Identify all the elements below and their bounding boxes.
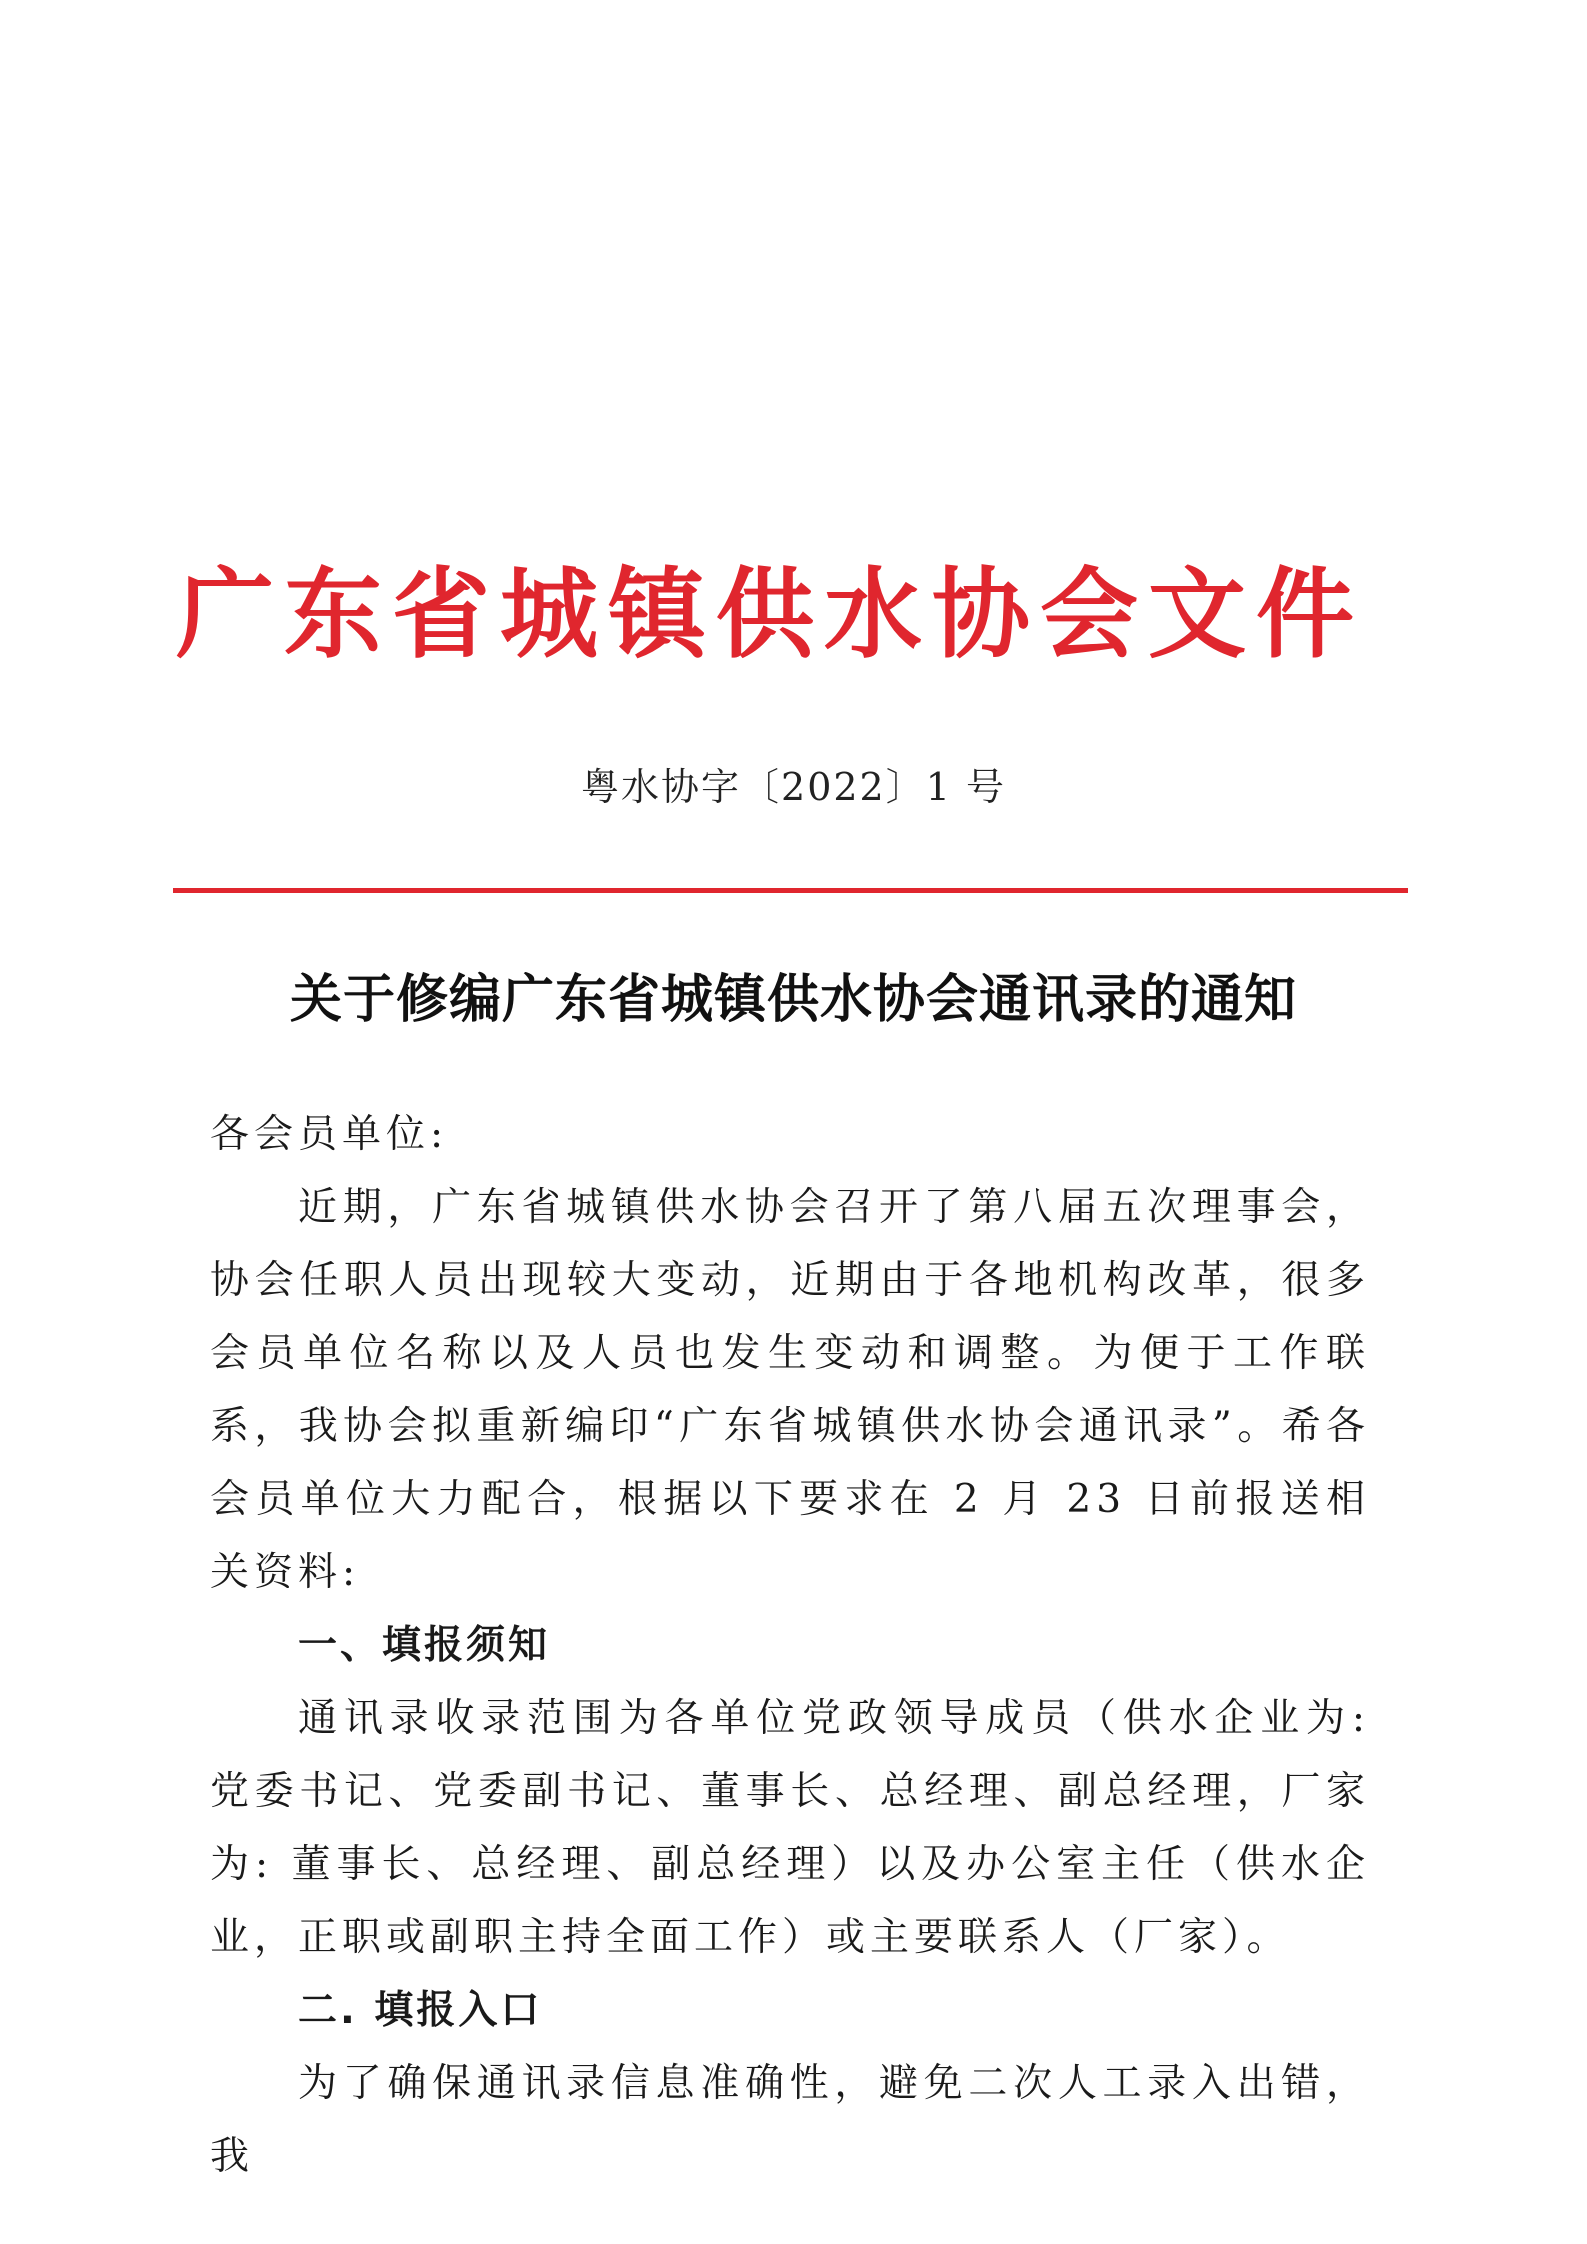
- section-paragraph-filling-notes: 通讯录收录范围为各单位党政领导成员（供水企业为: 党委书记、党委副书记、董事长、总经理、副总经理，厂家为: 董事长、总经理、副总经理）以及办公室主任（供水企业，正职或副职主持全面工作）或主要联系人（厂家）。: [210, 1696, 1370, 1960]
- section-paragraph-entry-point: 为了确保通讯录信息准确性，避免二次人工录入出错，我: [210, 2061, 1370, 2179]
- salutation: 各会员单位:: [210, 1112, 449, 1157]
- notice-title: 关于修编广东省城镇供水协会通讯录的通知: [289, 969, 1297, 1030]
- issuer-masthead: 广东省城镇供水协会文件: [175, 557, 1364, 672]
- document-number: 粤水协字〔2022〕1 号: [581, 765, 1006, 809]
- section-heading-entry-point: 二. 填报入口: [298, 1988, 543, 2033]
- red-divider-line: [173, 888, 1408, 893]
- section-heading-filling-notes: 一、填报须知: [298, 1623, 551, 1668]
- intro-paragraph: 近期，广东省城镇供水协会召开了第八届五次理事会，协会任职人员出现较大变动，近期由于各地机构改革，很多会员单位名称以及人员也发生变动和调整。为便于工作联系，我协会拟重新编印“广东省城镇供水协会通讯录”。希各会员单位大力配合，根据以下要求在 2 月 23 日前报送相关资料:: [210, 1185, 1370, 1595]
- notice-body: [210, 1098, 1370, 2193]
